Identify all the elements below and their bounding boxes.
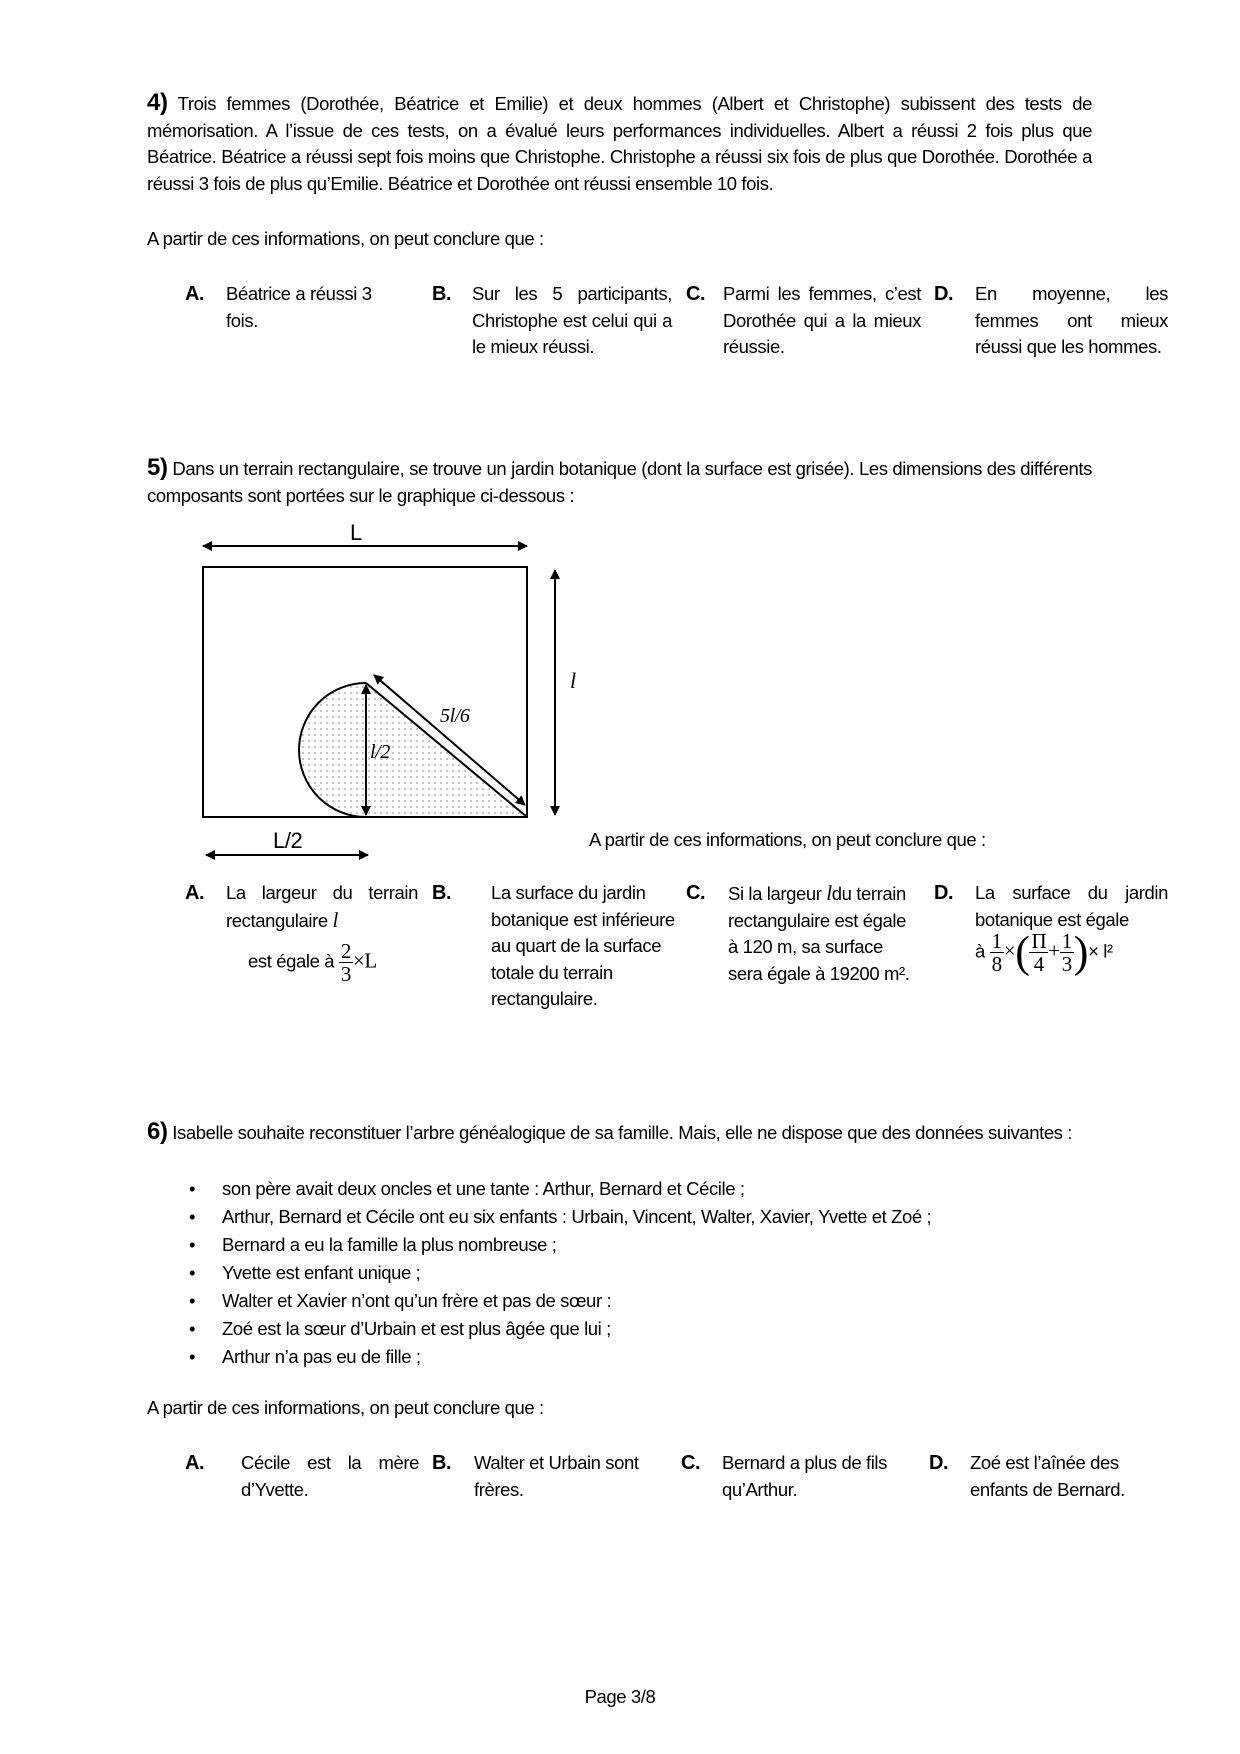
option-d-text: La surface du jardin botanique est égale [975, 882, 1168, 930]
option-d-label[interactable]: D. [934, 283, 954, 305]
option-c-label[interactable]: C. [686, 283, 706, 305]
text: est égale à [248, 950, 335, 972]
option-c-label[interactable]: C. [686, 882, 706, 904]
question-4-prompt: A partir de ces informations, on peut conclure que : [147, 228, 544, 249]
option-d-label[interactable]: D. [929, 1452, 949, 1474]
option-a-label[interactable]: A. [185, 283, 205, 305]
tail: × l² [1088, 940, 1113, 962]
question-number: 5) [147, 454, 168, 481]
option-a-text: Cécile est la mère d’Yvette. [241, 1452, 419, 1500]
l-label: l [570, 668, 576, 693]
num: Π [1031, 929, 1047, 953]
option-b-text: La surface du jardin botanique est inférieure au quart de la surface totale du terrain rectangulaire. [491, 882, 675, 1009]
option-c-text [728, 880, 913, 987]
question-body: Isabelle souhaite reconstituer l’arbre généalogique de sa famille. Mais, elle ne dispose que des données suivantes : [172, 1122, 1073, 1143]
list-item: • Zoé est la sœur d’Urbain et est plus âgée que lui ; [147, 1315, 1092, 1343]
var: l [332, 907, 338, 932]
list-item: • son père avait deux oncles et une tante : Arthur, Bernard et Cécile ; [147, 1175, 1092, 1203]
option-a-text: Béatrice a réussi 3 fois. [226, 283, 372, 331]
question-number: 6) [147, 1118, 168, 1145]
text: du terrain rectangulaire est égale à 120 m, sa surface sera égale à 19200 m². [728, 883, 910, 984]
num: 1 [991, 929, 1002, 953]
option-a-label[interactable]: A. [185, 1452, 205, 1474]
list-item: • Bernard a eu la famille la plus nombreuse ; [147, 1231, 1092, 1259]
page-number: Page 3/8 [584, 1686, 656, 1707]
list-item: • Arthur n’a pas eu de fille ; [147, 1343, 1092, 1371]
text: La largeur du terrain rectangulaire [226, 882, 418, 931]
var: l [826, 881, 832, 905]
question-6-text [147, 1119, 1092, 1147]
tail: ×L [352, 948, 377, 973]
option-a-label[interactable]: A. [185, 882, 205, 904]
den: 4 [1033, 952, 1044, 976]
L-label: L [350, 520, 362, 545]
list-item: • Yvette est enfant unique ; [147, 1259, 1092, 1287]
option-c-text: Parmi les femmes, c’est Dorothée qui a la mieux réussie. [723, 283, 921, 357]
option-d-text: Zoé est l’aînée des enfants de Bernard. [970, 1452, 1125, 1500]
option-d-text: En moyenne, les femmes ont mieux réussi que les hommes. [975, 283, 1168, 357]
option-d-formula: à $\frac{1}{8}$ ×( $\frac{\Pi}{4}$ + $\frac{1}{3}$ )× l² [975, 927, 1113, 977]
option-c-text: Bernard a plus de fils qu’Arthur. [722, 1452, 887, 1500]
question-number: 4) [147, 89, 168, 116]
num: 1 [1061, 929, 1072, 953]
den: 3 [1061, 952, 1072, 976]
list-item: • Walter et Xavier n’ont qu’un frère et pas de sœur : [147, 1287, 1092, 1315]
den: 8 [991, 952, 1002, 976]
question-6-prompt: A partir de ces informations, on peut conclure que : [147, 1397, 544, 1418]
text: Si la largeur [728, 883, 822, 904]
garden-area [299, 683, 527, 817]
list-item: • Arthur, Bernard et Cécile ont eu six enfants : Urbain, Vincent, Walter, Xavier, Yvette et Zoé ; [147, 1203, 1092, 1231]
option-b-label[interactable]: B. [432, 1452, 452, 1474]
option-c-label[interactable]: C. [681, 1452, 701, 1474]
num: 2 [340, 939, 351, 963]
option-b-text: Sur les 5 participants, Christophe est celui qui a le mieux réussi. [472, 283, 672, 357]
option-b-text: Walter et Urbain sont frères. [474, 1452, 639, 1500]
option-b-label[interactable]: B. [432, 882, 452, 904]
half-l-label: l/2 [370, 741, 390, 763]
question-5-prompt: A partir de ces informations, on peut conclure que : [589, 829, 986, 850]
text: à [975, 940, 985, 962]
option-b-label[interactable]: B. [432, 283, 452, 305]
diag-label: 5l/6 [440, 705, 470, 727]
option-a-text [226, 880, 418, 934]
clue-list [147, 1175, 1092, 1371]
option-a-formula [248, 940, 377, 985]
den: 3 [340, 962, 351, 986]
half-L-label: L/2 [273, 828, 303, 853]
option-d-label[interactable]: D. [934, 882, 954, 904]
question-body: Dans un terrain rectangulaire, se trouve un jardin botanique (dont la surface est grisée). Les dimensions des différents composants sont portées sur le graphique ci-dessous : [147, 458, 1092, 506]
question-body: Trois femmes (Dorothée, Béatrice et Emilie) et deux hommes (Albert et Christophe) subissent des tests de mémorisation. A l’issue de ces tests, on a évalué leurs performances individuelles. Albert a réussi 2 fois plus que Béatrice. Béatrice a réussi sept fois moins que Christophe. Christophe a réussi six fois de plus que Dorothée. Dorothée a réussi 3 fois de plus qu’Emilie. Béatrice et Dorothée ont réussi ensemble 10 fois. [147, 93, 1092, 194]
